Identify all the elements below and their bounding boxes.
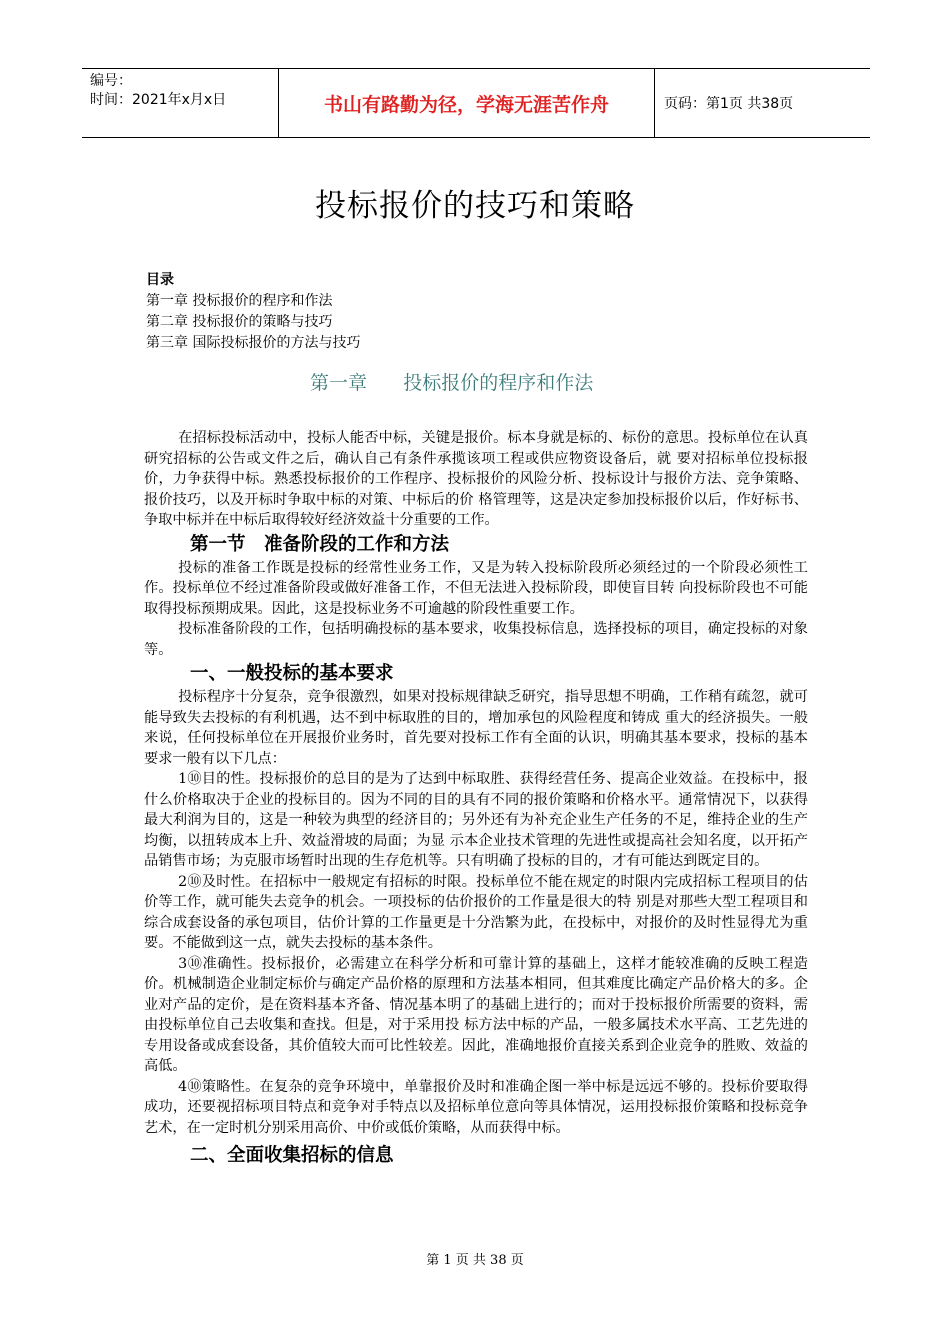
- paragraph: 1⑩目的性。投标报价的总目的是为了达到中标取胜、获得经营任务、提高企业效益。在投标中，报什么价格取决于企业的投标目的。因为不同的目的具有不同的报价策略和价格水平。通常情况下，以获得最大利润为目的，这是一种较为典型的经济目的；另外还有为补充企业生产任务的不足，维持企业的生产均衡，以扭转成本上升、效益滑坡的局面；为显 示本企业技术管理的先进性或提高社会知名度，以开拓产品销售市场；为克服市场暂时出现的生存危机等。只有明确了投标的目的，才有可能达到既定目的。: [144, 771, 808, 869]
- paragraph: 3⑩准确性。投标报价，必需建立在科学分析和可靠计算的基础上，这样才能较准确的反映工程造价。机械制造企业制定标价与确定产品价格的原理和方法基本相同，但其难度比确定产品价格大的多。企业对产品的定价，是在资料基本齐备、情况基本明了的基础上进行的；而对于投标报价所需要的资料，需由投标单位自己去收集和查找。但是，对于采用投 标方法中标的产品，一般多属技术水平高、工艺先进的专用设备或成套设备，其价值较大而可比性较差。因此，准确地报价直接关系到企业竞争的胜败、效益的高低。: [144, 955, 808, 1074]
- paragraph: 投标准备阶段的工作，包括明确投标的基本要求，收集投标信息，选择投标的项目，确定投标的对象等。: [144, 621, 808, 658]
- header-motto: 书山有路勤为径，学海无涯苦作舟: [323, 93, 609, 116]
- header-meta: [82, 69, 278, 137]
- header-time-label: 时间：2021年x月x日: [90, 92, 227, 108]
- toc-item[interactable]: 第二章 投标报价的策略与技巧: [146, 314, 333, 330]
- paragraph: 投标的准备工作既是投标的经常性业务工作，又是为转入投标阶段所必须经过的一个阶段必须性工作。投标单位不经过准备阶段或做好准备工作，不但无法进入投标阶段，即使盲目转 向投标阶段也不可能取得投标预期成果。因此，这是投标业务不可逾越的阶段性重要工作。: [144, 559, 808, 617]
- toc-item[interactable]: 第三章 国际投标报价的方法与技巧: [146, 335, 361, 351]
- header-divider: [654, 69, 655, 137]
- page-footer: 第 1 页 共 38 页: [426, 1253, 524, 1268]
- table-of-contents: [146, 270, 360, 354]
- section-heading: 一、一般投标的基本要求: [190, 663, 394, 684]
- header-page-info: 页码：第1页 共38页: [664, 96, 794, 112]
- paragraph: 投标程序十分复杂，竞争很激烈，如果对投标规律缺乏研究，指导思想不明确，工作稍有疏忽，就可能导致失去投标的有利机遇，达不到中标取胜的目的，增加承包的风险程度和铸成 重大的经济损失。一般来说，任何投标单位在开展报价业务时，首先要对投标工作有全面的认识，明确其基本要求，投标的基本要求一般有以下几点：: [144, 689, 808, 767]
- toc-item[interactable]: 第一章 投标报价的程序和作法: [146, 293, 333, 309]
- document-title: 投标报价的技巧和策略: [315, 188, 635, 224]
- header-number-label: 编号：: [90, 73, 132, 89]
- toc-label: 目录: [146, 272, 174, 288]
- chapter-heading: 第一章 投标报价的程序和作法: [310, 372, 594, 394]
- document-body: [144, 428, 808, 1169]
- paragraph: 2⑩及时性。在招标中一般规定有招标的时限。投标单位不能在规定的时限内完成招标工程项目的估价等工作，就可能失去竞争的机会。一项投标的估价报价的工作量是很大的特 别是对那些大型工程项目和综合成套设备的承包项目，估价计算的工作量更是十分浩繁为此，在投标中，对报价的及时性显得尤为重要。不能做到这一点，就失去投标的基本条件。: [144, 873, 808, 951]
- paragraph: 在招标投标活动中，投标人能否中标，关键是报价。标本身就是标的、标份的意思。投标单位在认真研究招标的公告或文件之后，确认自己有条件承揽该项工程或供应物资设备后，就 要对招标单位投标报价，力争获得中标。熟悉投标报价的工作程序、投标报价的风险分析、投标设计与报价方法、竞争策略、报价技巧，以及开标时争取中标的对策、中标后的价 格管理等，这是决定参加投标报价以后，作好标书、争取中标并在中标后取得较好经济效益十分重要的工作。: [144, 430, 808, 528]
- paragraph: 4⑩策略性。在复杂的竞争环境中，单靠报价及时和准确企图一举中标是远远不够的。投标价要取得成功，还要视招标项目特点和竞争对手特点以及招标单位意向等具体情况，运用投标报价策略和投标竞争艺术，在一定时机分别采用高价、中价或低价策略，从而获得中标。: [144, 1078, 808, 1136]
- page-header: [82, 68, 870, 138]
- section-heading: 第一节 准备阶段的工作和方法: [190, 533, 450, 555]
- section-heading: 二、全面收集招标的信息: [190, 1145, 394, 1166]
